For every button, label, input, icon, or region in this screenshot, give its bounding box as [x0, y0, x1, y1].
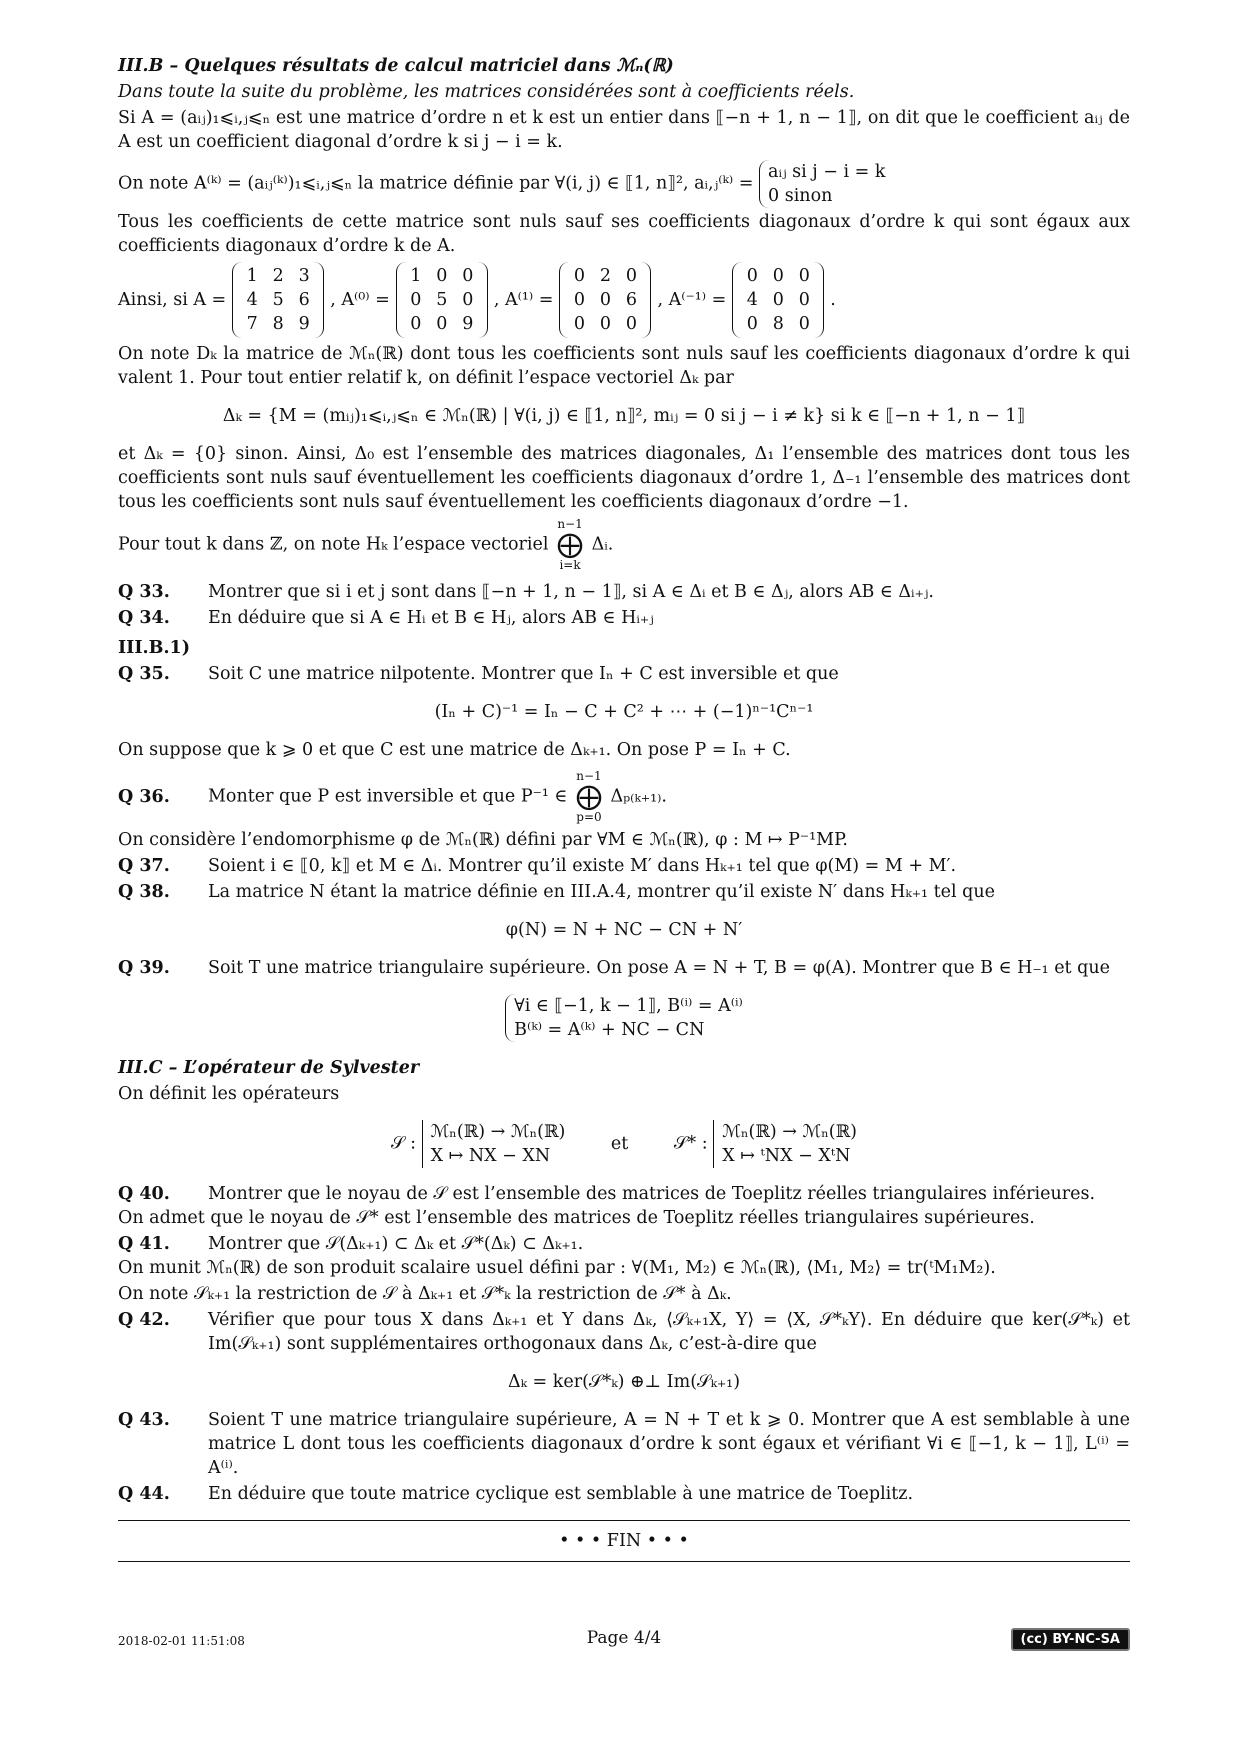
- paragraph: On admet que le noyau de 𝒮* est l’ensemble des matrices de Toeplitz réelles triangulaires supérieures.: [118, 1208, 1035, 1228]
- paragraph-hk: [118, 518, 1130, 572]
- question-number: Q 33.: [118, 582, 170, 602]
- matrix-cell: 5: [272, 290, 284, 310]
- matrix-cell: 4: [246, 290, 258, 310]
- question-33: [118, 580, 1130, 604]
- question-text: Montrer que le noyau de 𝒮 est l’ensemble des matrices de Toeplitz réelles triangulaires inférieures.: [208, 1184, 1096, 1204]
- matrix-cell: 9: [462, 314, 474, 334]
- equation-inverse: (Iₙ + C)⁻¹ = Iₙ − C + C² + ⋯ + (−1)ⁿ⁻¹Cⁿ⁻¹: [434, 702, 814, 722]
- matrix-cell: 0: [436, 314, 448, 334]
- question-39: [118, 956, 1130, 980]
- matrix-cell: 7: [246, 314, 258, 334]
- paragraph: Tous les coefficients de cette matrice sont nuls sauf ses coefficients diagonaux d’ordre k qui sont égaux aux coefficients diagonaux d’ordre k de A.: [118, 212, 1130, 256]
- question-text: Soient T une matrice triangulaire supérieure, A = N + T et k ⩾ 0. Montrer que A est semblable à une matrice L dont tous les coefficients diagonaux d’ordre k sont égaux et vérifiant ∀i ∈ ⟦−1, k − 1⟧, L⁽ⁱ⁾ = A⁽ⁱ⁾.: [208, 1410, 1130, 1478]
- matrix-cell: 3: [298, 266, 310, 286]
- paragraph: On note Dₖ la matrice de ℳₙ(ℝ) dont tous les coefficients sont nuls sauf les coefficients diagonaux d’ordre k qui valent 1. Pour tout entier relatif k, on définit l’espace vectoriel Δₖ par: [118, 344, 1130, 388]
- case-2: 0 sinon: [768, 186, 833, 206]
- definition-lead: On note A⁽ᵏ⁾ = (aᵢⱼ⁽ᵏ⁾)₁⩽ᵢ,ⱼ⩽ₙ la matrice définie par ∀(i, j) ∈ ⟦1, n⟧², aᵢ,ⱼ⁽ᵏ⁾ =: [118, 173, 754, 194]
- matrix-cell: 0: [772, 266, 784, 286]
- case-1: aᵢⱼ si j − i = k: [768, 162, 886, 182]
- matrix-cell: 0: [599, 290, 611, 310]
- matrix-cell: 1: [410, 266, 422, 286]
- operator-sstar-def: [713, 1120, 857, 1168]
- example-label: , A⁽⁻¹⁾ =: [657, 290, 727, 310]
- section-b-intro: Dans toute la suite du problème, les matrices considérées sont à coefficients réels.: [118, 82, 855, 102]
- question-number: Q 34.: [118, 608, 170, 628]
- question-number: Q 42.: [118, 1310, 170, 1330]
- divider: [118, 1561, 1130, 1562]
- question-text: Soit C une matrice nilpotente. Montrer que Iₙ + C est inversible et que: [208, 664, 839, 684]
- operator-s-domain: ℳₙ(ℝ) → ℳₙ(ℝ): [430, 1122, 566, 1142]
- matrix-cell: 2: [272, 266, 284, 286]
- matrix-cell: 0: [410, 290, 422, 310]
- question-text: Soient i ∈ ⟦0, k⟧ et M ∈ Δᵢ. Montrer qu’il existe M′ dans Hₖ₊₁ tel que φ(M) = M + M′.: [208, 856, 957, 876]
- end-block: [118, 1520, 1130, 1562]
- operator-sstar-map: X ↦ ᵗNX − XᵗN: [722, 1146, 851, 1166]
- operator-sstar-name: 𝒮* :: [673, 1133, 708, 1154]
- matrix-cell: 4: [746, 290, 758, 310]
- sum-lower-bound: p=0: [576, 810, 602, 824]
- matrix-cell: 0: [798, 314, 810, 334]
- system-brace: [505, 994, 743, 1042]
- equation-orthogonal-sum: Δₖ = ker(𝒮*ₖ) ⊕⊥ Im(𝒮ₖ₊₁): [507, 1372, 741, 1392]
- question-text: Montrer que 𝒮(Δₖ₊₁) ⊂ Δₖ et 𝒮*(Δₖ) ⊂ Δₖ₊₁.: [208, 1234, 584, 1254]
- question-number: Q 35.: [118, 664, 170, 684]
- case-brace: [759, 160, 885, 208]
- question-text: Soit T une matrice triangulaire supérieure. On pose A = N + T, B = φ(A). Montrer que B ∈ H₋₁ et que: [208, 958, 1110, 978]
- matrix-cell: 5: [436, 290, 448, 310]
- question-42: [118, 1308, 1130, 1356]
- equation-system: [118, 994, 1130, 1042]
- question-text: En déduire que si A ∈ Hᵢ et B ∈ Hⱼ, alors AB ∈ Hᵢ₊ⱼ: [208, 608, 654, 628]
- matrix-cell: 0: [573, 314, 585, 334]
- matrix-cell: 6: [625, 290, 637, 310]
- question-number: Q 36.: [118, 787, 170, 807]
- question-40: [118, 1182, 1130, 1206]
- paragraph: On suppose que k ⩾ 0 et que C est une matrice de Δₖ₊₁. On pose P = Iₙ + C.: [118, 740, 791, 760]
- matrix-a: [232, 262, 324, 338]
- hk-lead: Pour tout k dans ℤ, on note Hₖ l’espace vectoriel: [118, 534, 549, 555]
- matrix-cell: 0: [573, 266, 585, 286]
- matrix-cell: 0: [625, 314, 637, 334]
- subsection-title: III.B.1): [118, 638, 190, 658]
- matrix-cell: 0: [798, 266, 810, 286]
- question-number: Q 44.: [118, 1484, 170, 1504]
- operator-s-name: 𝒮 :: [390, 1133, 416, 1154]
- question-number: Q 43.: [118, 1410, 170, 1430]
- question-41: [118, 1232, 1130, 1256]
- equation-phi-n: φ(N) = N + NC − CN + N′: [505, 920, 743, 940]
- question-43: [118, 1408, 1130, 1480]
- example-lead: Ainsi, si A =: [118, 290, 227, 310]
- question-number: Q 39.: [118, 958, 170, 978]
- exam-page: [118, 52, 1130, 1562]
- matrix-cell: 6: [298, 290, 310, 310]
- q36-tail: Δₚ₍ₖ₊₁₎.: [610, 786, 667, 807]
- question-34: [118, 606, 1130, 630]
- question-38: [118, 880, 1130, 904]
- operator-s-map: X ↦ NX − XN: [430, 1146, 551, 1166]
- question-number: Q 38.: [118, 882, 170, 902]
- end-marker: • • • FIN • • •: [559, 1531, 689, 1551]
- matrix-cell: 0: [462, 266, 474, 286]
- timestamp: 2018-02-01 11:51:08: [118, 1634, 245, 1648]
- paragraph: On définit les opérateurs: [118, 1084, 340, 1104]
- question-44: [118, 1482, 1130, 1506]
- operator-conjunction: et: [610, 1133, 629, 1154]
- matrix-cell: 8: [272, 314, 284, 334]
- page-footer: [118, 1628, 1130, 1654]
- matrix-cell: 0: [410, 314, 422, 334]
- sum-lower-bound: i=k: [559, 558, 581, 572]
- sum-upper-bound: n−1: [576, 769, 602, 783]
- example-label: .: [830, 290, 836, 310]
- direct-sum-operator: [576, 770, 602, 824]
- matrix-cell: 0: [746, 266, 758, 286]
- matrix-cell: 0: [436, 266, 448, 286]
- paragraph: On note 𝒮ₖ₊₁ la restriction de 𝒮 à Δₖ₊₁ et 𝒮*ₖ la restriction de 𝒮* à Δₖ.: [118, 1284, 732, 1304]
- direct-sum-symbol: ⨁: [575, 782, 602, 812]
- matrix-a0: [396, 262, 488, 338]
- hk-tail: Δᵢ.: [591, 534, 614, 555]
- question-number: Q 37.: [118, 856, 170, 876]
- matrix-cell: 9: [298, 314, 310, 334]
- q36-lead: Monter que P est inversible et que P⁻¹ ∈: [208, 786, 568, 807]
- operator-sstar-domain: ℳₙ(ℝ) → ℳₙ(ℝ): [722, 1122, 857, 1142]
- direct-sum-operator: [557, 518, 583, 572]
- matrix-cell: 0: [625, 266, 637, 286]
- question-text: [208, 770, 1130, 824]
- matrix-cell: 0: [746, 314, 758, 334]
- paragraph: On munit ℳₙ(ℝ) de son produit scalaire usuel défini par : ∀(M₁, M₂) ∈ ℳₙ(ℝ), ⟨M₁, M₂⟩ = tr(ᵗM₁M₂).: [118, 1258, 996, 1278]
- paragraph: Si A = (aᵢⱼ)₁⩽ᵢ,ⱼ⩽ₙ est une matrice d’ordre n et k est un entier dans ⟦−n + 1, n − 1⟧, on dit que le coefficient aᵢⱼ de A est un coefficient diagonal d’ordre k si j − i = k.: [118, 108, 1130, 152]
- section-c-title: III.C – L’opérateur de Sylvester: [118, 1058, 420, 1078]
- question-37: [118, 854, 1130, 878]
- question-text: Montrer que si i et j sont dans ⟦−n + 1, n − 1⟧, si A ∈ Δᵢ et B ∈ Δⱼ, alors AB ∈ Δᵢ₊ⱼ.: [208, 582, 934, 602]
- definition-line: [118, 160, 1130, 208]
- system-line-2: B⁽ᵏ⁾ = A⁽ᵏ⁾ + NC − CN: [514, 1020, 705, 1040]
- matrix-cell: 2: [599, 266, 611, 286]
- operator-definitions: [118, 1120, 1130, 1168]
- question-text: En déduire que toute matrice cyclique est semblable à une matrice de Toeplitz.: [208, 1484, 914, 1504]
- operator-s-def: [422, 1120, 566, 1168]
- matrix-a-minus1: [732, 262, 824, 338]
- matrix-cell: 0: [798, 290, 810, 310]
- example-label: , A⁽¹⁾ =: [493, 290, 554, 310]
- system-line-1: ∀i ∈ ⟦−1, k − 1⟧, B⁽ⁱ⁾ = A⁽ⁱ⁾: [514, 996, 743, 1016]
- matrix-example: [118, 262, 1130, 338]
- question-number: Q 41.: [118, 1234, 170, 1254]
- question-text: La matrice N étant la matrice définie en III.A.4, montrer qu’il existe N′ dans Hₖ₊₁ tel que: [208, 882, 995, 902]
- matrix-cell: 0: [599, 314, 611, 334]
- equation-delta: Δₖ = {M = (mᵢⱼ)₁⩽ᵢ,ⱼ⩽ₙ ∈ ℳₙ(ℝ) | ∀(i, j) ∈ ⟦1, n⟧², mᵢⱼ = 0 si j − i ≠ k} si k ∈ ⟦−n + 1, n − 1⟧: [222, 406, 1026, 426]
- matrix-cell: 8: [772, 314, 784, 334]
- paragraph: On considère l’endomorphisme φ de ℳₙ(ℝ) défini par ∀M ∈ ℳₙ(ℝ), φ : M ↦ P⁻¹MP.: [118, 830, 848, 850]
- paragraph: et Δₖ = {0} sinon. Ainsi, Δ₀ est l’ensemble des matrices diagonales, Δ₁ l’ensemble des matrices dont tous les coefficients sont nuls sauf éventuellement les coefficients diagonaux d’ordre 1, Δ₋₁ l’ensemble des matrices dont tous les coefficients sont nuls sauf éventuellement les coefficients diagonaux d’ordre −1.: [118, 444, 1130, 512]
- matrix-cell: 1: [246, 266, 258, 286]
- section-b-title: III.B – Quelques résultats de calcul matriciel dans ℳₙ(ℝ): [118, 56, 674, 76]
- matrix-cell: 0: [573, 290, 585, 310]
- matrix-cell: 0: [772, 290, 784, 310]
- matrix-a1: [559, 262, 651, 338]
- question-35: [118, 662, 1130, 686]
- page-number: Page 4/4: [586, 1628, 662, 1648]
- sum-upper-bound: n−1: [557, 517, 583, 531]
- direct-sum-symbol: ⨁: [557, 530, 584, 560]
- question-number: Q 40.: [118, 1184, 170, 1204]
- example-label: , A⁽⁰⁾ =: [330, 290, 390, 310]
- question-36: [118, 770, 1130, 824]
- license-badge: (cc) BY-NC-SA: [1011, 1628, 1130, 1651]
- question-text: Vérifier que pour tous X dans Δₖ₊₁ et Y dans Δₖ, ⟨𝒮ₖ₊₁X, Y⟩ = ⟨X, 𝒮*ₖY⟩. En déduire que ker(𝒮*ₖ) et Im(𝒮ₖ₊₁) sont supplémentaires orthogonaux dans Δₖ, c’est-à-dire que: [208, 1310, 1130, 1354]
- matrix-cell: 0: [462, 290, 474, 310]
